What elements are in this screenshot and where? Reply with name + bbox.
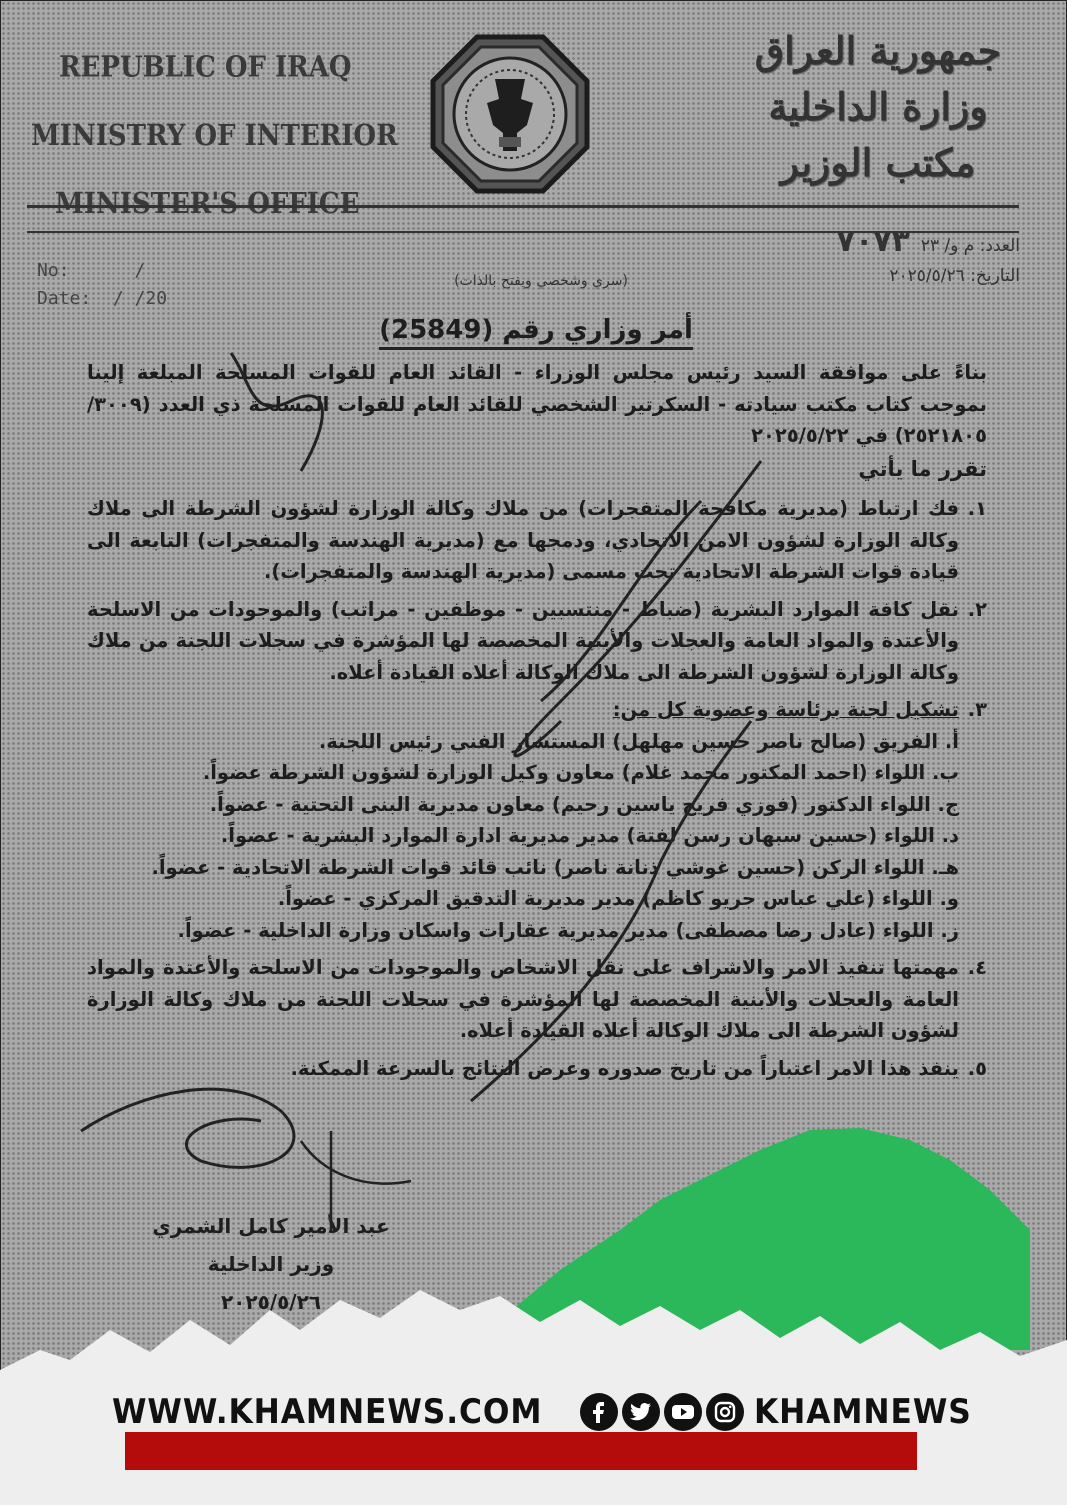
order-title-text: أمر وزاري رقم (25849) [379, 315, 693, 350]
date-label: Date: [37, 288, 92, 309]
letterhead-en-line-1: REPUBLIC OF IRAQ [59, 51, 352, 85]
item-number: ١. [967, 497, 987, 520]
brand-name: KHAMNEWS [753, 1392, 972, 1432]
item-number: ٥. [967, 1056, 987, 1080]
item-number: ٣. [967, 698, 987, 721]
signatory-title: وزير الداخلية [207, 1252, 335, 1276]
committee-member: هـ. اللواء الركن (حسين غوشي ذنانة ناصر) نائب قائد قوات الشرطة الاتحادية - عضواً. [151, 855, 959, 879]
item-text: فك ارتباط (مديرية مكافحة المتفجرات) من ملاك وكالة الوزارة لشؤون الشرطة الى ملاك وكالة الوزارة لشؤون الامن الاتحادي، ودمجها مع (مديرية الهندسة والمتفجرات) التابعة الى قيادة قوات الشرطة الاتحادية تحت مسمى (مديرية الهندسة والمتفجرات). [87, 497, 959, 583]
footer-red-bar [125, 1432, 917, 1470]
item-number: ٢. [967, 597, 987, 621]
committee-member: ب. اللواء (احمد المكتور محمد غلام) معاون وكيل الوزارة لشؤون الشرطة عضواً. [202, 761, 959, 784]
youtube-icon[interactable] [664, 1393, 702, 1431]
order-intro: بناءً على موافقة السيد رئيس مجلس الوزراء - القائد العام للقوات المسلحة المبلغة إلينا بموجب كتاب مكتب سيادته - السكرتير الشخصي للقائد العام للقوات المسلحة ذي العدد (٣٠٠٩/ ٢٥٢١٨٠٥) في ٢٠٢٥/٥/٢٢ [87, 361, 987, 447]
signatory-name: عبد الأمير كامل الشمري [152, 1214, 390, 1238]
letterhead-ar-line-1: جمهورية العراق [754, 28, 1002, 73]
ar-number: ٧٠٧٣ [836, 224, 910, 259]
signature-date: ٢٠٢٥/٥/٢٦ [220, 1290, 322, 1314]
item-number: ٤. [967, 956, 987, 979]
committee-member: أ. الفريق (صالح ناصر حسين مهلهل) المستشار الفني رئيس اللجنة. [318, 729, 959, 753]
date-value: / /20 [112, 288, 168, 309]
ar-number-label: العدد: م و/ ٢٣ [920, 236, 1020, 256]
classification-label: (سري وشخصي ويفتح بالذات) [454, 273, 628, 289]
letterhead-en-line-3: MINISTER'S OFFICE [55, 187, 360, 221]
committee-member: و. اللواء (علي عباس جريو كاظم) مدير مديرية التدقيق المركزي - عضواً. [277, 887, 959, 910]
footer-branding [112, 1386, 972, 1438]
item-text: مهمتها تنفيذ الامر والاشراف على نقل الاشخاص والموجودات من الاسلحة والأعتدة والمواد العامة والعجلات والأبنية المخصصة لها المؤشرة في سجلات اللجنة من ملاك وكالة الوزارة لشؤون الشرطة الى ملاك الوكالة أعلاه القيادة أعلاه. [87, 956, 959, 1042]
letterhead-en-line-2: MINISTRY OF INTERIOR [31, 119, 398, 153]
item-text: تشكيل لجنة برئاسة وعضوية كل من: [612, 698, 959, 721]
item-text: نقل كافة الموارد البشرية (ضباط - منتسبين - موظفين - مراتب) والموجودات من الاسلحة والأعتدة والمواد العامة والعجلات والأبنية المخصصة لها المؤشرة في سجلات اللجنة من ملاك وكالة الوزارة لشؤون الشرطة الى ملاك الوكالة أعلاه القيادة أعلاه. [87, 597, 959, 684]
letterhead-ar-line-2: وزارة الداخلية [768, 84, 988, 129]
website-link[interactable]: WWW.KHAMNEWS.COM [112, 1392, 543, 1432]
item-text: ينفذ هذا الامر اعتباراً من تاريخ صدوره وعرض النتائج بالسرعة الممكنة. [290, 1056, 959, 1080]
committee-member: ج. اللواء الدكتور (فوزي فريح ياسين رحيم) معاون مديرية البنى التحتية - عضواً. [209, 792, 959, 816]
instagram-icon[interactable] [706, 1393, 744, 1431]
committee-member: د. اللواء (حسين سبهان رسن لفتة) مدير مديرية ادارة الموارد البشرية - عضواً. [220, 824, 959, 847]
no-value: / [134, 260, 146, 281]
letterhead-ar-line-3: مكتب الوزير [780, 140, 976, 185]
facebook-icon[interactable] [580, 1393, 618, 1431]
no-label: No: [37, 260, 70, 281]
twitter-icon[interactable] [622, 1393, 660, 1431]
social-icons [580, 1392, 991, 1432]
committee-member: ز. اللواء (عادل رضا مصطفى) مدير مديرية عقارات واسكان وزارة الداخلية - عضواً. [177, 918, 959, 942]
ar-date: التاريخ: ٢٠٢٥/٥/٢٦ [889, 266, 1020, 286]
order-decide: تقرر ما يأتي [858, 456, 987, 481]
